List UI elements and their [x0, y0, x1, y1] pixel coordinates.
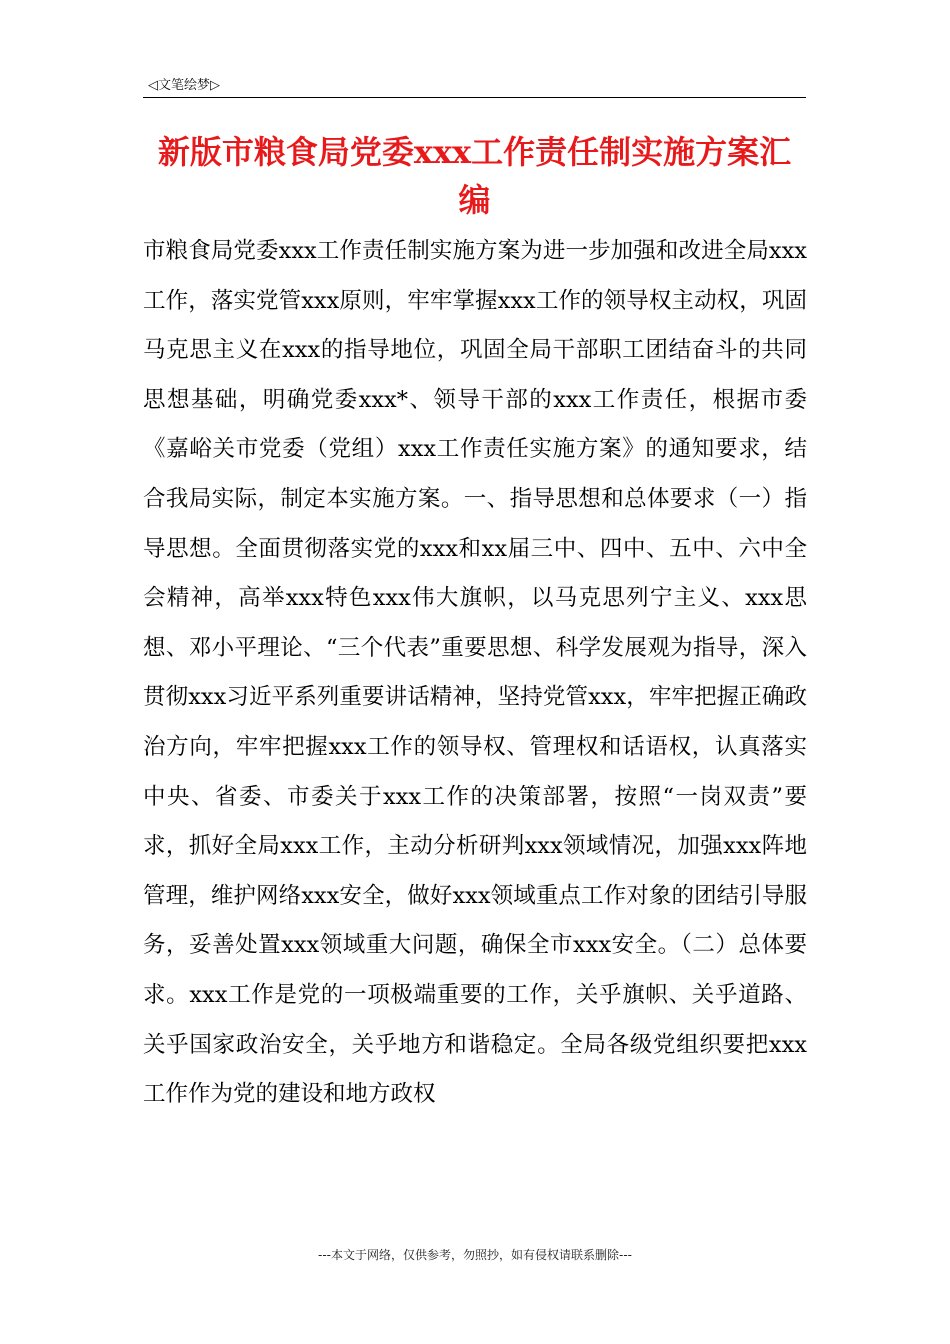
footer-disclaimer: ---本文于网络，仅供参考，勿照抄，如有侵权请联系删除--- — [318, 1248, 632, 1262]
document-title: 新版市粮食局党委xxx工作责任制实施方案汇编 — [157, 133, 792, 219]
document-body: 市粮食局党委xxx工作责任制实施方案为进一步加强和改进全局xxx工作，落实党管xxx原则，牢牢掌握xxx工作的领导权主动权，巩固马克思主义在xxx的指导地位，巩固全局干部职工团结奋斗的共同思想基础，明确党委xxx*、领导干部的xxx工作责任，根据市委《嘉峪关市党委（党组）xxx工作责任实施方案》的通知要求，结合我局实际，制定本实施方案。一、指导思想和总体要求（一）指导思想。全面贯彻落实党的xxx和xx届三中、四中、五中、六中全会精神，高举xxx特色xxx伟大旗帜，以马克思列宁主义、xxx思想、邓小平理论、“三个代表”重要思想、科学发展观为指导，深入贯彻xxx习近平系列重要讲话精神，坚持党管xxx，牢牢把握正确政治方向，牢牢把握xxx工作的领导权、管理权和话语权，认真落实中央、省委、市委关于xxx工作的决策部署，按照“一岗双责”要求，抓好全局xxx工作，主动分析研判xxx领域情况，加强xxx阵地管理，维护网络xxx安全，做好xxx领域重点工作对象的团结引导服务，妥善处置xxx领域重大问题，确保全市xxx安全。（二）总体要求。xxx工作是党的一项极端重要的工作，关乎旗帜、关乎道路、关乎国家政治安全，关乎地方和谐稳定。全局各级党组织要把xxx工作作为党的建设和地方政权 — [143, 238, 807, 1108]
header-divider — [143, 97, 806, 98]
header-logo: ◁文笔绘梦▷ — [148, 78, 220, 93]
